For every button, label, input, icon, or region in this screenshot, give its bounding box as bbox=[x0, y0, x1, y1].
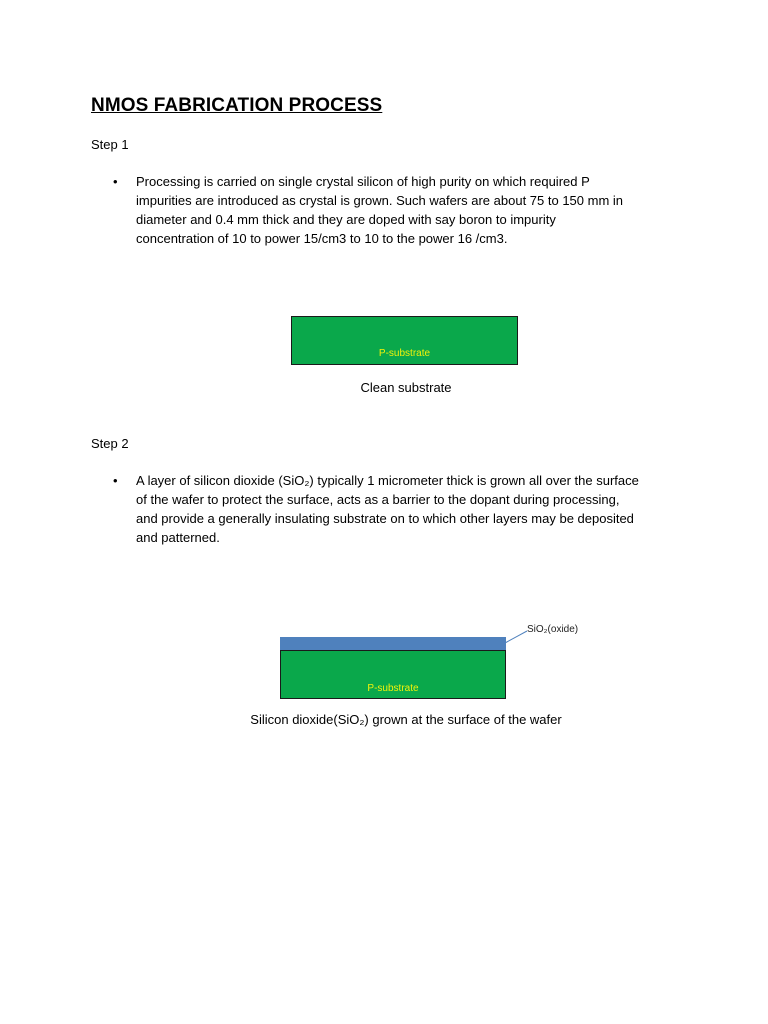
p-substrate-block bbox=[291, 316, 518, 365]
clean-substrate-diagram bbox=[291, 316, 518, 365]
page-title: NMOS FABRICATION PROCESS bbox=[91, 95, 383, 116]
step-1-caption: Clean substrate bbox=[360, 380, 452, 395]
p-substrate-label: P-substrate bbox=[378, 348, 431, 359]
p-substrate-block bbox=[280, 650, 506, 699]
sio2-oxide-label: SiO₂(oxide) bbox=[527, 624, 579, 635]
bullet-icon: • bbox=[113, 174, 118, 189]
sio2-oxide-layer bbox=[280, 637, 506, 651]
step-1-line-1: Processing is carried on single crystal silicon of high purity on which required P bbox=[136, 174, 590, 189]
p-substrate-label: P-substrate bbox=[367, 683, 419, 694]
bullet-icon: • bbox=[113, 473, 118, 488]
step-1-label: Step 1 bbox=[91, 137, 129, 152]
step-2-line-3: and provide a generally insulating substrate on to which other layers may be deposited bbox=[136, 511, 634, 526]
oxide-growth-diagram bbox=[280, 620, 590, 700]
step-1-line-2: impurities are introduced as crystal is grown. Such wafers are about 75 to 150 mm in bbox=[136, 193, 624, 208]
step-1-bullet bbox=[113, 172, 673, 248]
step-2-line-1: A layer of silicon dioxide (SiO₂) typically 1 micrometer thick is grown all over the surface bbox=[136, 473, 639, 488]
step-2-bullet bbox=[113, 471, 683, 547]
step-2-line-2: of the wafer to protect the surface, acts as a barrier to the dopant during processing, bbox=[136, 492, 620, 507]
step-2-bullet-text bbox=[136, 471, 683, 547]
step-1-line-3: diameter and 0.4 mm thick and they are doped with say boron to impurity bbox=[136, 212, 556, 227]
step-2-label: Step 2 bbox=[91, 436, 129, 451]
step-2-line-4: and patterned. bbox=[136, 530, 220, 545]
step-1-line-4: concentration of 10 to power 15/cm3 to 10 to the power 16 /cm3. bbox=[136, 231, 508, 246]
step-2-caption: Silicon dioxide(SiO₂) grown at the surface of the wafer bbox=[250, 712, 562, 727]
step-1-bullet-text bbox=[136, 172, 673, 248]
